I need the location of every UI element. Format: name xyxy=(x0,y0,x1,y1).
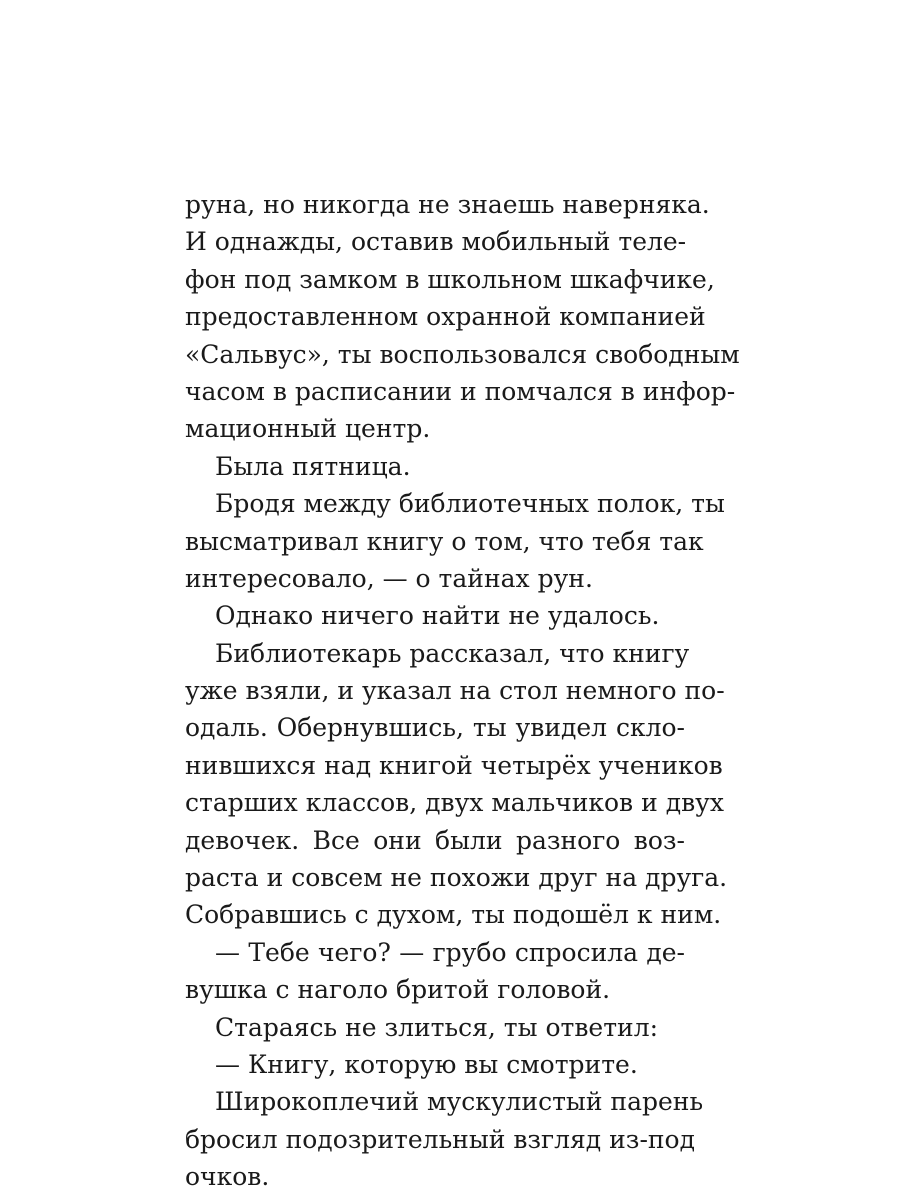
text-line: руна, но никогда не знаешь наверняка. xyxy=(185,190,710,219)
body-text xyxy=(185,186,740,1196)
text-line: предоставленном охранной компанией xyxy=(185,302,706,332)
text-line: — Книгу, которую вы смотрите. xyxy=(215,1049,638,1079)
text-line: нившихся над книгой четырёх учеников xyxy=(185,750,723,780)
text-line: мационный центр. xyxy=(185,414,431,444)
text-line: Широкоплечий мускулистый парень xyxy=(215,1087,704,1117)
text-line: — Тебе чего? — грубо спросила де- xyxy=(215,937,685,967)
text-line: «Сальвус», ты воспользовался свободным xyxy=(185,339,740,369)
text-line: Стараясь не злиться, ты ответил: xyxy=(215,1012,659,1042)
text-line: Однако ничего найти не удалось. xyxy=(215,601,660,631)
text-line: уже взяли, и указал на стол немного по- xyxy=(185,676,725,706)
text-line: бросил подозрительный взгляд из-под xyxy=(185,1124,695,1154)
text-line: интересовало, — о тайнах рун. xyxy=(185,563,593,593)
text-line: раста и совсем не похожи друг на друга. xyxy=(185,863,728,893)
text-line: часом в расписании и помчался в инфор- xyxy=(185,376,736,406)
text-line: И однажды, оставив мобильный теле- xyxy=(185,227,687,257)
text-line: Собравшись с духом, ты подошёл к ним. xyxy=(185,900,722,930)
text-line: старших классов, двух мальчиков и двух xyxy=(185,788,724,818)
text-line: Бродя между библиотечных полок, ты xyxy=(215,489,725,519)
text-line: высматривал книгу о том, что тебя так xyxy=(185,526,704,556)
text-line: Была пятница. xyxy=(215,451,411,481)
text-line: вушка с наголо бритой головой. xyxy=(185,975,611,1005)
text-line: Библиотекарь рассказал, что книгу xyxy=(215,638,690,668)
text-line: одаль. Обернувшись, ты увидел скло- xyxy=(185,713,685,743)
text-line: очков. xyxy=(185,1162,270,1192)
text-line: девочек. Все они были разного воз- xyxy=(185,825,685,855)
text-line: фон под замком в школьном шкафчике, xyxy=(185,264,715,294)
